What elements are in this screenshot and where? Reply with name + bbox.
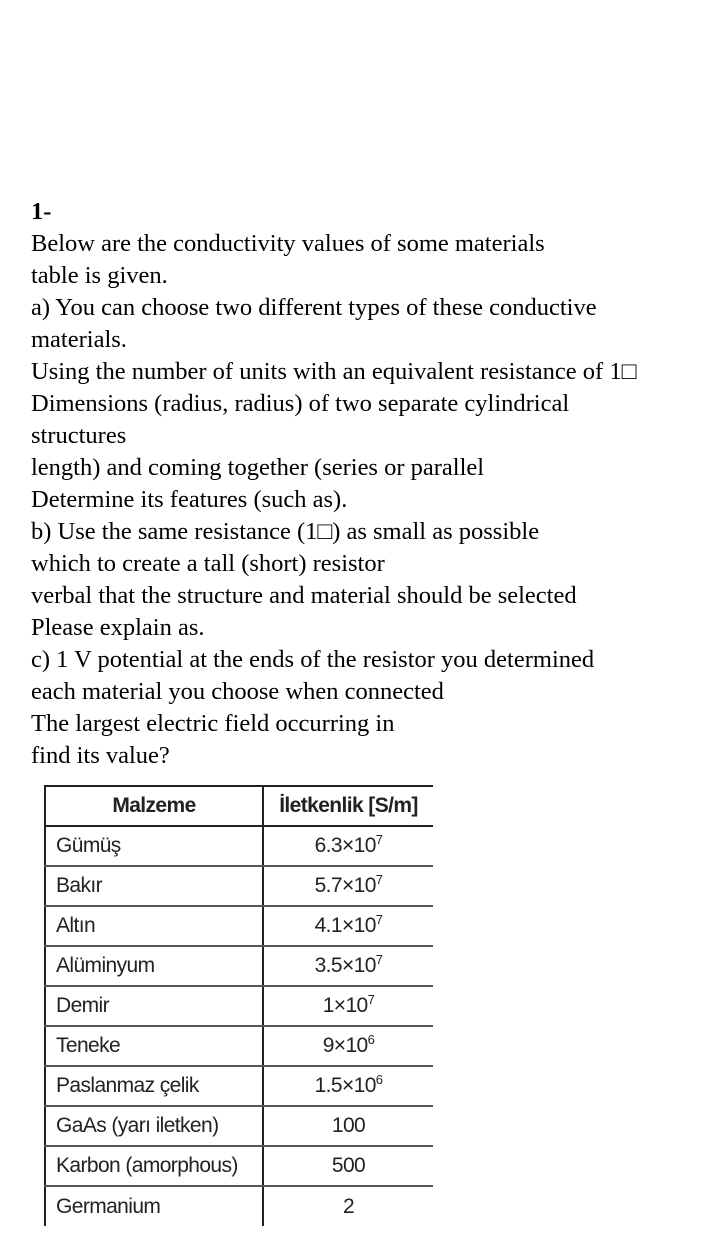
cell-material: Germanium bbox=[45, 1186, 263, 1226]
table-row bbox=[45, 826, 433, 866]
question-line: a) You can choose two different types of these conductive bbox=[31, 294, 597, 321]
cell-material: Demir bbox=[45, 986, 263, 1026]
conductivity-mantissa: 500 bbox=[331, 1154, 366, 1177]
cell-material: Altın bbox=[45, 906, 263, 946]
conductivity-exponent: 7 bbox=[367, 992, 375, 1007]
question-line: b) Use the same resistance (1□) as small as possible bbox=[31, 518, 540, 545]
question-line: Determine its features (such as). bbox=[31, 486, 348, 513]
question-line: c) 1 V potential at the ends of the resistor you determined bbox=[31, 646, 595, 673]
table-row bbox=[45, 906, 433, 946]
table-row bbox=[45, 1026, 433, 1066]
conductivity-mantissa: 3.5×10 bbox=[314, 954, 376, 977]
conductivity-exponent: 7 bbox=[375, 832, 383, 847]
table-row bbox=[45, 1146, 433, 1186]
cell-conductivity bbox=[263, 1066, 433, 1106]
question-line: length) and coming together (series or parallel bbox=[31, 454, 485, 481]
table-row bbox=[45, 986, 433, 1026]
cell-conductivity bbox=[263, 1106, 433, 1146]
question-line: Using the number of units with an equivalent resistance of 1□ bbox=[31, 358, 637, 385]
conductivity-mantissa: 6.3×10 bbox=[314, 834, 376, 857]
question-line: find its value? bbox=[31, 742, 170, 769]
question-line: Please explain as. bbox=[31, 614, 205, 641]
question-line: structures bbox=[31, 422, 127, 449]
conductivity-mantissa: 1×10 bbox=[322, 994, 368, 1017]
question-line: Dimensions (radius, radius) of two separate cylindrical bbox=[31, 390, 570, 417]
question-line: verbal that the structure and material should be selected bbox=[31, 582, 577, 609]
conductivity-table-container bbox=[44, 785, 433, 1226]
table-row bbox=[45, 1106, 433, 1146]
table-row bbox=[45, 946, 433, 986]
cell-material: Gümüş bbox=[45, 826, 263, 866]
conductivity-mantissa: 4.1×10 bbox=[314, 914, 376, 937]
conductivity-mantissa: 5.7×10 bbox=[314, 874, 376, 897]
question-line: table is given. bbox=[31, 262, 168, 289]
question-line: Below are the conductivity values of some materials bbox=[31, 230, 545, 257]
conductivity-table bbox=[44, 785, 433, 1226]
conductivity-exponent: 6 bbox=[367, 1032, 375, 1047]
conductivity-mantissa: 1.5×10 bbox=[314, 1074, 376, 1097]
question-line: materials. bbox=[31, 326, 127, 353]
conductivity-exponent: 7 bbox=[375, 872, 383, 887]
cell-conductivity bbox=[263, 866, 433, 906]
conductivity-mantissa: 100 bbox=[331, 1114, 366, 1137]
table-header-row bbox=[45, 786, 433, 826]
conductivity-exponent: 7 bbox=[375, 952, 383, 967]
conductivity-exponent: 6 bbox=[375, 1072, 383, 1087]
question-line: The largest electric field occurring in bbox=[31, 710, 395, 737]
cell-material: Bakır bbox=[45, 866, 263, 906]
cell-material: Teneke bbox=[45, 1026, 263, 1066]
cell-conductivity bbox=[263, 1186, 433, 1226]
cell-conductivity bbox=[263, 826, 433, 866]
table-row bbox=[45, 1186, 433, 1226]
question-line: which to create a tall (short) resistor bbox=[31, 550, 385, 577]
cell-conductivity bbox=[263, 946, 433, 986]
cell-conductivity bbox=[263, 1146, 433, 1186]
conductivity-mantissa: 9×10 bbox=[322, 1034, 368, 1057]
header-material: Malzeme bbox=[45, 786, 263, 826]
question-number: 1- bbox=[31, 198, 52, 225]
cell-conductivity bbox=[263, 1026, 433, 1066]
conductivity-exponent: 7 bbox=[375, 912, 383, 927]
cell-material: GaAs (yarı iletken) bbox=[45, 1106, 263, 1146]
cell-conductivity bbox=[263, 906, 433, 946]
cell-material: Alüminyum bbox=[45, 946, 263, 986]
question-text bbox=[31, 196, 715, 772]
cell-material: Karbon (amorphous) bbox=[45, 1146, 263, 1186]
header-conductivity: İletkenlik [S/m] bbox=[263, 786, 433, 826]
cell-conductivity bbox=[263, 986, 433, 1026]
question-line: each material you choose when connected bbox=[31, 678, 444, 705]
cell-material: Paslanmaz çelik bbox=[45, 1066, 263, 1106]
table-row bbox=[45, 1066, 433, 1106]
conductivity-mantissa: 2 bbox=[342, 1194, 355, 1218]
table-row bbox=[45, 866, 433, 906]
